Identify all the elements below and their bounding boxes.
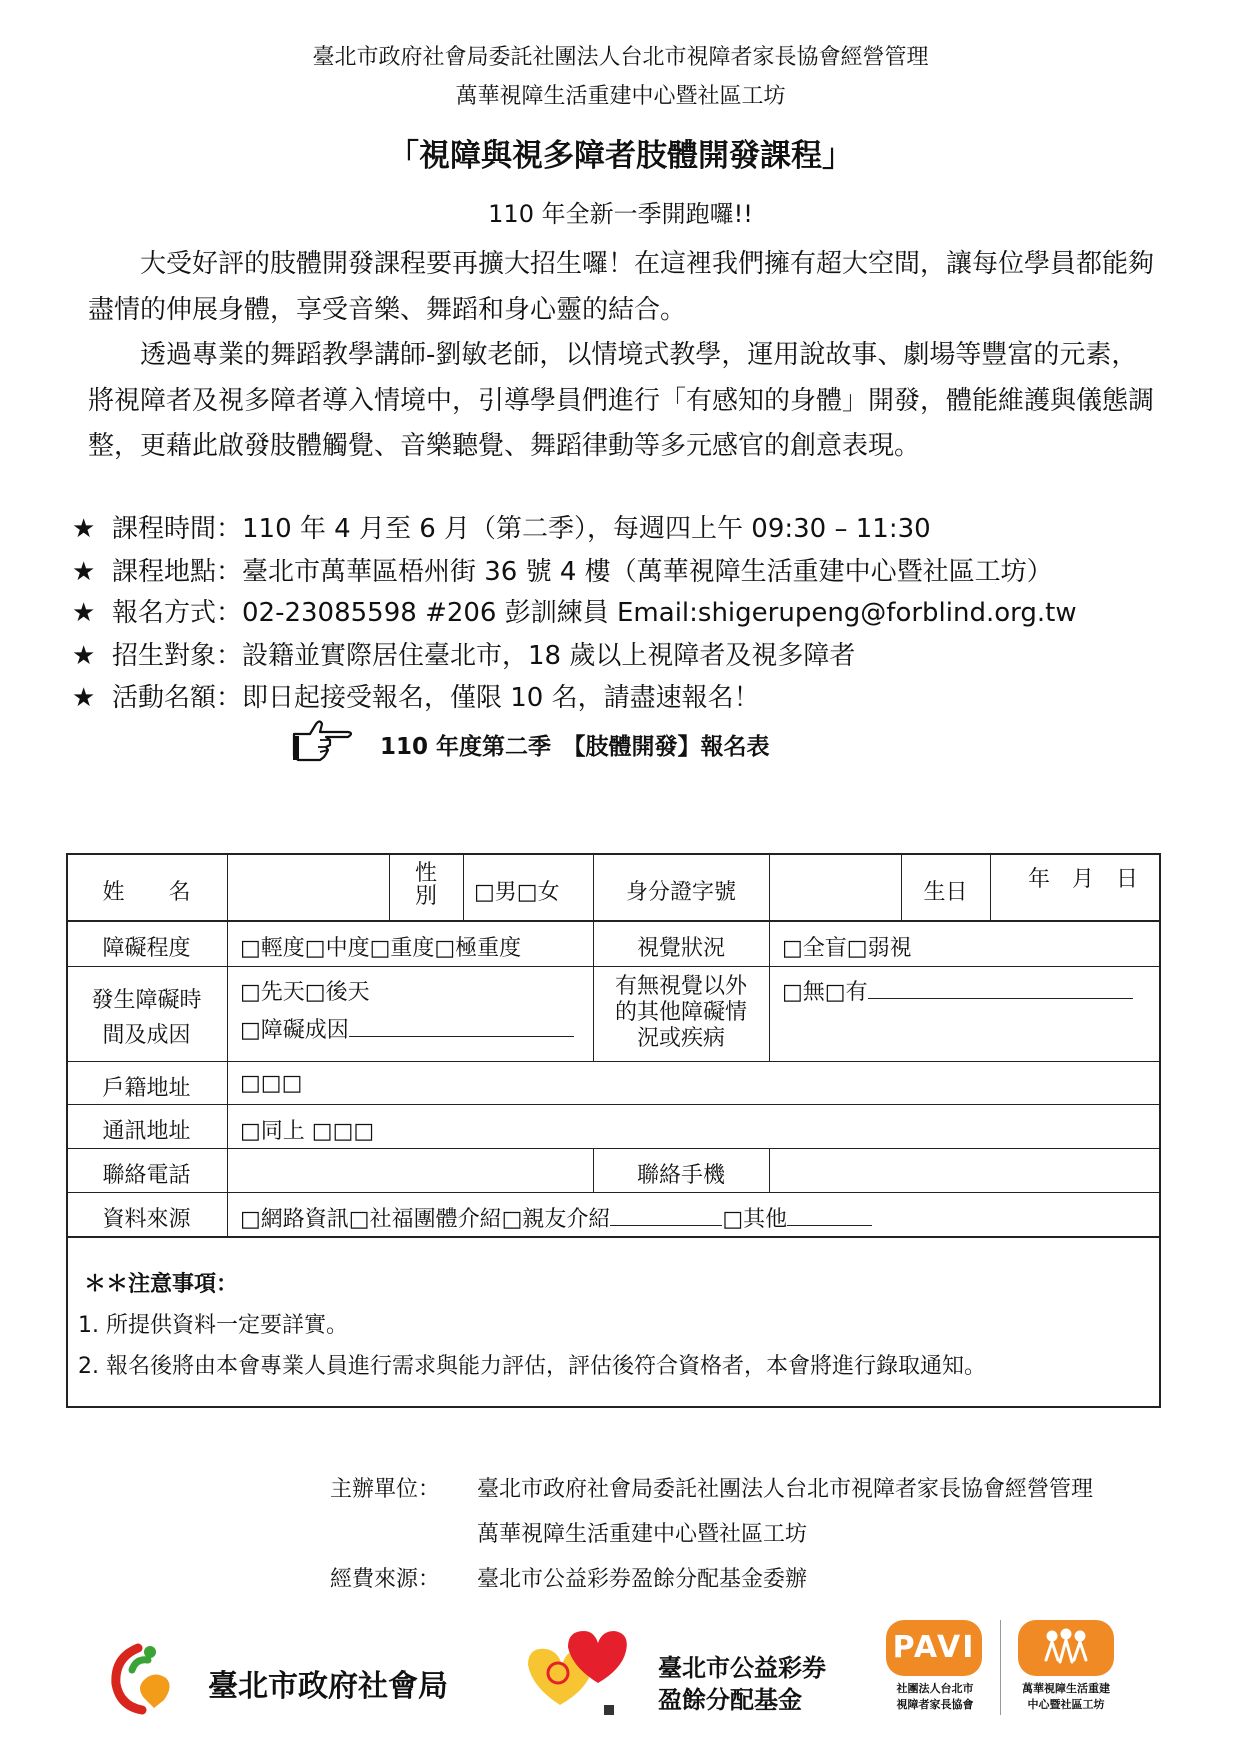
row-divider — [66, 920, 1161, 922]
row-divider — [66, 1061, 1161, 1062]
col-divider — [463, 853, 464, 920]
vision-status-checkboxes[interactable]: □全盲□弱視 — [782, 936, 912, 961]
birthday-field[interactable]: 年 月 日 — [1028, 867, 1139, 892]
header-line-1: 臺北市政府社會局委託社團法人台北市視障者家長協會經營管理 — [312, 45, 929, 70]
info-item-quota — [72, 677, 760, 714]
household-address-field[interactable]: □□□ — [240, 1071, 303, 1096]
info-item-target — [72, 635, 855, 672]
info-source-field[interactable] — [240, 1202, 872, 1233]
wanhua-center-name-1: 萬華視障生活重建 — [1022, 1682, 1110, 1695]
note-item-1: 1. 所提供資料一定要詳實。 — [78, 1313, 348, 1338]
gender-label — [389, 862, 463, 908]
onset-cause-blank[interactable] — [349, 1016, 574, 1037]
col-divider — [990, 853, 991, 920]
pavi-org-name-1: 社團法人台北市 — [896, 1682, 974, 1695]
other-condition-blank[interactable] — [868, 978, 1133, 999]
star-icon: ★ — [72, 598, 96, 628]
intro-text — [88, 242, 1154, 470]
name-label: 姓 名 — [102, 880, 191, 905]
disability-level-checkboxes[interactable]: □輕度□中度□重度□極重度 — [240, 936, 522, 961]
organizer-line-1: 臺北市政府社會局委託社團法人台北市視障者家長協會經營管理 — [477, 1477, 1094, 1502]
info-source-label: 資料來源 — [102, 1207, 191, 1232]
info-item-time — [72, 508, 931, 545]
info-text: 課程地點：臺北市萬華區梧州街 36 號 4 樓（萬華視障生活重建中心暨社區工坊） — [112, 557, 1053, 587]
disability-level-label: 障礙程度 — [102, 936, 191, 961]
onset-checkboxes[interactable]: □先天□後天 — [240, 980, 370, 1005]
info-source-blank[interactable] — [610, 1205, 722, 1226]
taipei-social-welfare-name: 臺北市政府社會局 — [208, 1669, 448, 1704]
mailing-address-label: 通訊地址 — [102, 1119, 191, 1144]
gender-checkboxes[interactable]: □男□女 — [474, 880, 560, 905]
row-divider — [66, 966, 1161, 967]
logo-divider — [1000, 1620, 1001, 1715]
lottery-fund-name-2: 盈餘分配基金 — [658, 1686, 802, 1714]
note-item-2: 2. 報名後將由本會專業人員進行需求與能力評估，評估後符合資格者，本會將進行錄取通知。 — [78, 1354, 986, 1379]
other-condition-label-2: 的其他障礙情 — [614, 1000, 747, 1025]
wanhua-center-name-2: 中心暨社區工坊 — [1027, 1698, 1105, 1711]
funding-label: 經費來源： — [330, 1567, 441, 1592]
intro-paragraph-2: 透過專業的舞蹈教學講師-劉敏老師，以情境式教學，運用說故事、劇場等豐富的元素，將視障者及視多障者導入情境中，引導學員們進行「有感知的身體」開發，體能維護與儀態調整，更藉此啟發肢體觸覺、音樂聽覺、舞蹈律動等多元感官的創意表現。 — [88, 340, 1155, 461]
lottery-fund-name-1: 臺北市公益彩券 — [658, 1654, 826, 1682]
form-title: 110 年度第二季 【肢體開發】報名表 — [380, 734, 770, 760]
info-text: 招生對象：設籍並實際居住臺北市，18 歲以上視障者及視多障者 — [112, 641, 856, 671]
birthday-label: 生日 — [923, 880, 968, 905]
info-item-registration — [72, 592, 1077, 629]
intro-paragraph-1: 大受好評的肢體開發課程要再擴大招生囉！在這裡我們擁有超大空間，讓每位學員都能夠盡情的伸展身體，享受音樂、舞蹈和身心靈的結合。 — [88, 249, 1155, 325]
info-text: 活動名額：即日起接受報名，僅限 10 名，請盡速報名！ — [112, 683, 760, 713]
onset-cause-field[interactable] — [240, 1013, 574, 1044]
star-icon: ★ — [72, 683, 96, 713]
info-source-checkboxes[interactable]: □網路資訊□社福團體介紹□親友介紹 — [240, 1207, 611, 1232]
info-item-location — [72, 551, 1053, 588]
id-number-label: 身分證字號 — [625, 880, 736, 905]
star-icon: ★ — [72, 557, 96, 587]
other-condition-label-3: 況或疾病 — [636, 1026, 725, 1051]
wanhua-center-logo — [1018, 1620, 1114, 1676]
name-field[interactable] — [228, 854, 388, 920]
mailing-address-field[interactable]: □同上 □□□ — [240, 1119, 375, 1144]
mobile-field[interactable] — [770, 1149, 1160, 1191]
lottery-fund-logo — [518, 1625, 636, 1720]
info-source-other[interactable]: □其他 — [722, 1207, 788, 1232]
mobile-label: 聯絡手機 — [636, 1163, 725, 1188]
household-address-label: 戶籍地址 — [102, 1076, 191, 1101]
taipei-social-welfare-logo — [108, 1640, 178, 1715]
onset-label-line-1: 發生障礙時 — [91, 988, 202, 1013]
row-divider — [66, 1236, 1161, 1238]
organizer-line-2: 萬華視障生活重建中心暨社區工坊 — [477, 1522, 808, 1547]
info-source-other-blank[interactable] — [787, 1205, 872, 1226]
header-line-2: 萬華視障生活重建中心暨社區工坊 — [455, 84, 786, 109]
pointing-hand-icon — [290, 716, 356, 768]
pavi-logo: PAVI — [886, 1620, 982, 1676]
other-condition-field[interactable] — [782, 975, 1133, 1006]
onset-label-line-2: 間及成因 — [102, 1023, 191, 1048]
vision-status-label: 視覺狀況 — [636, 936, 725, 961]
other-condition-label-1: 有無視覺以外 — [614, 974, 747, 999]
row-divider — [66, 1192, 1161, 1193]
notes-title: ＊＊注意事項： — [84, 1272, 239, 1297]
organizer-label: 主辦單位： — [330, 1477, 441, 1502]
row-divider — [66, 1104, 1161, 1105]
funding-source: 臺北市公益彩券盈餘分配基金委辦 — [477, 1567, 808, 1592]
phone-field[interactable] — [228, 1149, 592, 1191]
gender-label-text: 性別 — [415, 861, 438, 909]
star-icon: ★ — [72, 514, 96, 544]
page-subtitle: 110 年全新一季開跑囉!! — [488, 200, 753, 228]
pavi-org-name-2: 視障者家長協會 — [896, 1698, 974, 1711]
star-icon: ★ — [72, 641, 96, 671]
info-text: 課程時間：110 年 4 月至 6 月（第二季），每週四上午 09:30 – 11:30 — [112, 514, 931, 544]
onset-cause-label: □障礙成因 — [240, 1018, 349, 1043]
id-number-field[interactable] — [770, 854, 900, 920]
other-condition-checkboxes[interactable]: □無□有 — [782, 980, 868, 1005]
info-text: 報名方式：02-23085598 #206 彭訓練員 Email:shigerupeng@forblind.org.tw — [112, 598, 1077, 628]
page-title: 「視障與視多障者肢體開發課程」 — [388, 138, 853, 174]
phone-label: 聯絡電話 — [102, 1163, 191, 1188]
